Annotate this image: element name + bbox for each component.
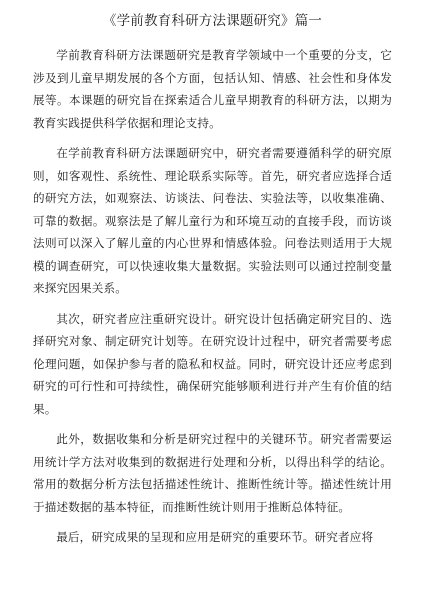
paragraph-research-design: 其次，研究者应注重研究设计。研究设计包括确定研究目的、选择研究对象、制定研究计划等。在研究设计过程中，研究者需要考虑伦理问题，如保护参与者的隐私和权益。同时，研究设计还应考虑到研究的可行性和可持续性，确保研究能够顺利进行并产生有价值的结果。 xyxy=(33,311,392,416)
paragraph-conclusion: 最后，研究成果的呈现和应用是研究的重要环节。研究者应将 xyxy=(56,530,374,544)
paragraph-data-analysis: 此外，数据收集和分析是研究过程中的关键环节。研究者需要运用统计学方法对收集到的数据进行处理和分析，以得出科学的结论。常用的数据分析方法包括描述性统计、推断性统计等。描述性统计用于描述数据的基本特征，而推断性统计则用于推断总体特征。 xyxy=(33,432,392,514)
document-title: 《学前教育科研方法课题研究》篇一 xyxy=(102,13,323,29)
paragraph-research-methods: 在学前教育科研方法课题研究中，研究者需要遵循科学的研究原则，如客观性、系统性、理论联系实际等。首先，研究者应选择合适的研究方法，如观察法、访谈法、问卷法、实验法等，以收集准确、可靠的数据。观察法是了解儿童行为和环境互动的直接手段，而访谈法则可以深入了解儿童的内心世界和情感体验。问卷法则适用于大规模的调查研究，可以快速收集大量数据。实验法则可以通过控制变量来探究因果关系。 xyxy=(33,146,392,295)
paragraph-intro: 学前教育科研方法课题研究是教育学领域中一个重要的分支，它涉及到儿童早期发展的各个方面，包括认知、情感、社会性和身体发展等。本课题的研究旨在探索适合儿童早期教育的科研方法，以期为教育实践提供科学依据和理论支持。 xyxy=(33,48,392,130)
